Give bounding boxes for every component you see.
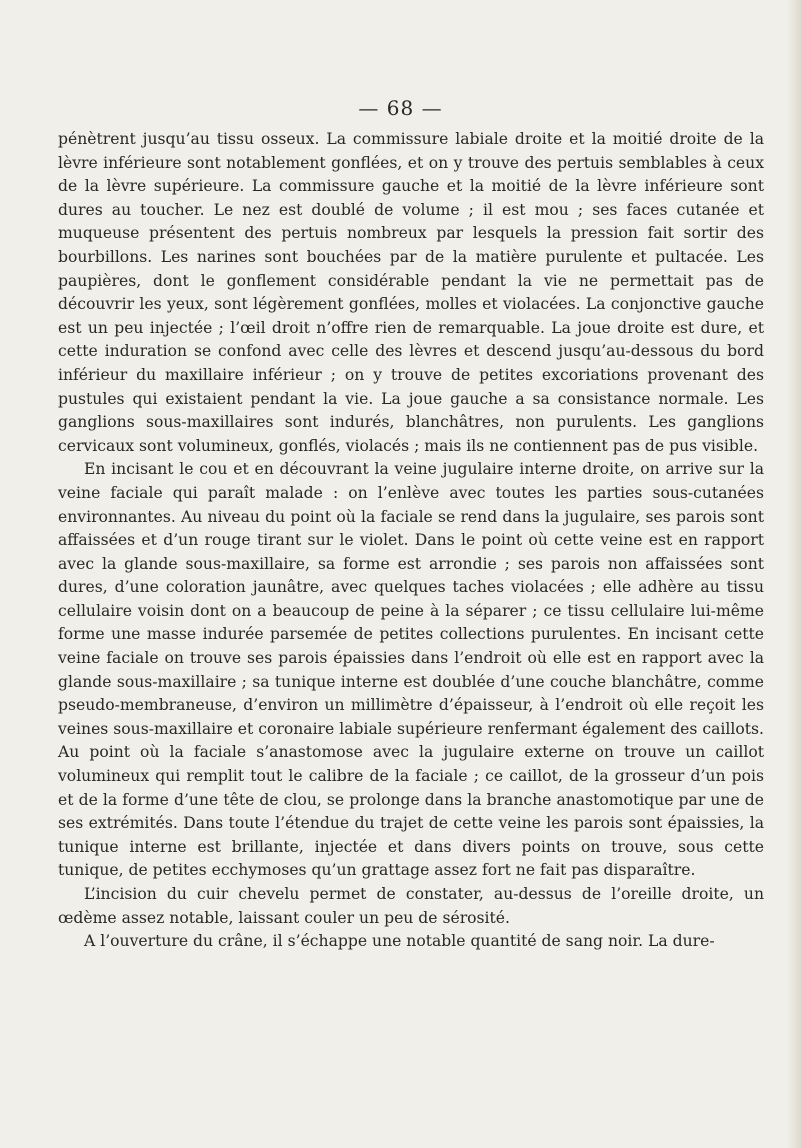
paragraph-1: pénètrent jusqu’au tissu osseux. La commissure labiale droite et la moitié droite de la lèvre inférieure sont notablement gonflées, et on y trouve des pertuis semblables à ceux de la lèvre supérieure. La commissure gauche et la moitié de la lèvre inférieure sont dures au toucher. Le nez est doublé de volume ; il est mou ; ses faces cutanée et muqueuse présentent des pertuis nombreux par lesquels la pression fait sortir des bourbillons. Les narines sont bouchées par de la matière purulente et pultacée. Les paupières, dont le gonflement considérable pendant la vie ne permettait pas de découvrir les yeux, sont légèrement gonflées, molles et violacées. La conjonctive gauche est un peu injectée ; l’œil droit n’offre rien de remarquable. La joue droite est dure, et cette induration se confond avec celle des lèvres et descend jusqu’au-dessous du bord inférieur du maxillaire inférieur ; on y trouve de petites excoriations provenant des pustules qui existaient pendant la vie. La joue gauche a sa consistance normale. Les ganglions sous-maxillaires sont indurés, blanchâtres, non purulents. Les ganglions cervicaux sont volumineux, gonflés, violacés ; mais ils ne contiennent pas de pus visible. [58, 130, 764, 455]
page-edge-shadow [787, 0, 801, 1148]
page-number: — 68 — [358, 96, 443, 120]
paragraph-4: A l’ouverture du crâne, il s’échappe une notable quantité de sang noir. La dure- [84, 932, 715, 951]
body-text [58, 128, 764, 954]
paragraph-3: L’incision du cuir chevelu permet de constater, au-dessus de l’oreille droite, un œdème assez notable, laissant couler un peu de sérosité. [58, 885, 764, 927]
paragraph-2: En incisant le cou et en découvrant la veine jugulaire interne droite, on arrive sur la veine faciale qui paraît malade : on l’enlève avec toutes les parties sous-cutanées environnantes. Au niveau du point où la faciale se rend dans la jugulaire, ses parois sont affaissées et d’un rouge tirant sur le violet. Dans le point où cette veine est en rapport avec la glande sous-maxillaire, sa forme est arrondie ; ses parois non affaissées sont dures, d’une coloration jaunâtre, avec quelques taches violacées ; elle adhère au tissu cellulaire voisin dont on a beaucoup de peine à la séparer ; ce tissu cellulaire lui-même forme une masse indurée parsemée de petites collections purulentes. En incisant cette veine faciale on trouve ses parois épaissies dans l’endroit où elle est en rapport avec la glande sous-maxillaire ; sa tunique interne est doublée d’une couche blanchâtre, comme pseudo-membraneuse, d’environ un millimètre d’épaisseur, à l’endroit où elle reçoit les veines sous-maxillaire et coronaire labiale supérieure renfermant également des caillots. Au point où la faciale s’anastomose avec la jugulaire externe on trouve un caillot volumineux qui remplit tout le calibre de la faciale ; ce caillot, de la grosseur d’un pois et de la forme d’une tête de clou, se prolonge dans la branche anastomotique par une de ses extrémités. Dans toute l’étendue du trajet de cette veine les parois sont épaissies, la tunique interne est brillante, injectée et dans divers points on trouve, sous cette tunique, de petites ecchymoses qu’un grattage assez fort ne fait pas disparaître. [58, 460, 764, 880]
